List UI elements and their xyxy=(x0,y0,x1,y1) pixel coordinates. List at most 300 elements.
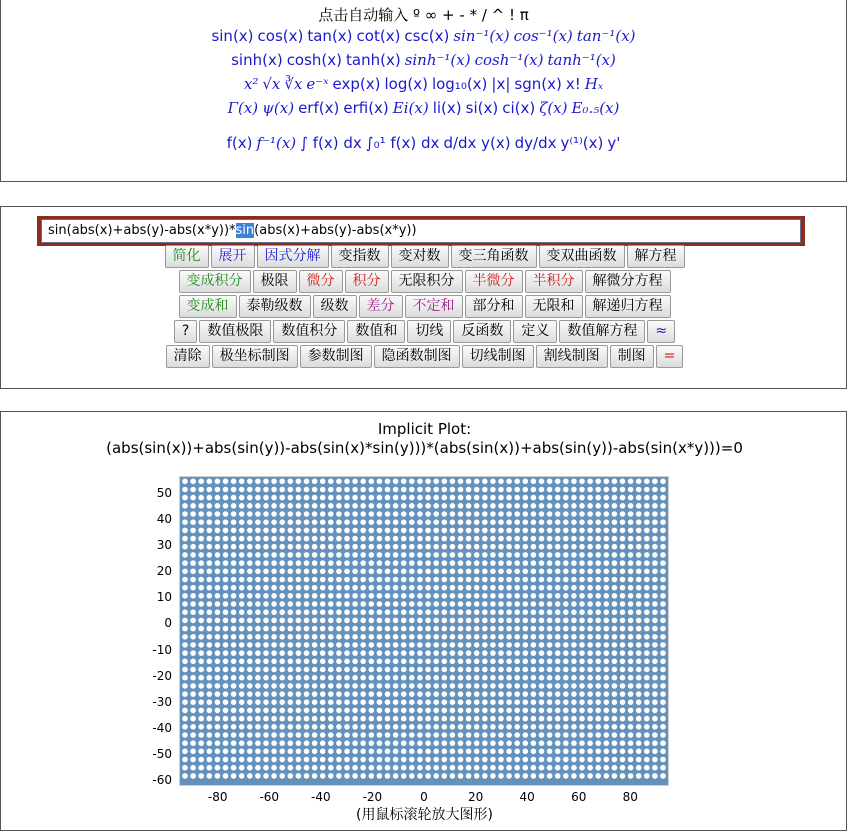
plot-gap xyxy=(425,495,431,501)
plot-gap xyxy=(571,593,577,599)
command-button[interactable]: 极限 xyxy=(253,270,297,293)
plot-gap xyxy=(531,740,537,746)
plot-gap xyxy=(571,495,577,501)
command-button[interactable]: 切线制图 xyxy=(462,345,534,368)
plot-gap xyxy=(450,495,456,501)
plot-gap xyxy=(531,552,537,558)
plot-gap xyxy=(466,479,472,485)
plot-gap xyxy=(182,749,188,755)
plot-gap xyxy=(360,773,366,779)
keyboard-key[interactable]: cosh(x) xyxy=(286,51,343,69)
keyboard-key[interactable]: tan(x) xyxy=(307,27,353,45)
plot-gap xyxy=(296,601,302,607)
keyboard-key[interactable]: exp(x) xyxy=(332,75,381,93)
plot-gap xyxy=(652,716,658,722)
plot-gap xyxy=(320,724,326,730)
plot-gap xyxy=(320,749,326,755)
plot-gap xyxy=(312,765,318,771)
keyboard-key[interactable]: cosh⁻¹(x) xyxy=(474,51,544,69)
keyboard-key[interactable]: |x| xyxy=(491,75,511,93)
command-button[interactable]: 级数 xyxy=(313,295,357,318)
plot-gap xyxy=(190,577,196,583)
plot-gap xyxy=(190,732,196,738)
plot-gap xyxy=(612,536,618,542)
command-button[interactable]: 微分 xyxy=(299,270,343,293)
plot-gap xyxy=(539,577,545,583)
plot-gap xyxy=(539,626,545,632)
plot-gap xyxy=(571,528,577,534)
plot-gap xyxy=(360,732,366,738)
plot-gap xyxy=(514,716,520,722)
keyboard-key[interactable]: log(x) xyxy=(384,75,428,93)
plot-gap xyxy=(587,577,593,583)
plot-gap xyxy=(433,650,439,656)
plot-gap xyxy=(344,642,350,648)
plot-gap xyxy=(288,765,294,771)
keyboard-key[interactable]: dy/dx xyxy=(514,134,557,152)
plot-gap xyxy=(620,569,626,575)
plot-gap xyxy=(377,667,383,673)
command-button[interactable]: 无限积分 xyxy=(391,270,463,293)
plot-gap xyxy=(385,691,391,697)
plot-gap xyxy=(433,536,439,542)
keyboard-header[interactable]: 点击自动输入 º ∞ + - * / ^ ! π xyxy=(318,6,529,24)
plot-gap xyxy=(514,675,520,681)
keyboard-key[interactable]: sin(x) xyxy=(211,27,254,45)
plot-gap xyxy=(547,634,553,640)
command-button[interactable]: 隐函数制图 xyxy=(374,345,460,368)
keyboard-key[interactable]: ∫₀¹ f(x) dx xyxy=(365,134,440,152)
keyboard-key[interactable]: f⁻¹(x) xyxy=(256,134,297,152)
keyboard-key[interactable]: tan⁻¹(x) xyxy=(576,27,636,45)
x-tick-label: 20 xyxy=(467,790,484,804)
plot-gap xyxy=(190,536,196,542)
keyboard-key[interactable]: sinh(x) xyxy=(231,51,283,69)
plot-gap xyxy=(312,519,318,525)
plot-gap xyxy=(595,765,601,771)
plot-gap xyxy=(612,569,618,575)
keyboard-key[interactable]: log₁₀(x) xyxy=(431,75,488,93)
plot-gap xyxy=(296,503,302,509)
plot-gap xyxy=(660,511,666,517)
plot-gap xyxy=(401,642,407,648)
keyboard-key[interactable]: Hₓ xyxy=(584,75,604,93)
keyboard-key[interactable]: √x xyxy=(262,75,281,93)
keyboard-key[interactable]: x! xyxy=(565,75,581,93)
command-button[interactable]: 解递归方程 xyxy=(585,295,671,318)
plot-gap xyxy=(450,757,456,763)
keyboard-key[interactable]: li(x) xyxy=(432,99,462,117)
plot-gap xyxy=(433,732,439,738)
plot-gap xyxy=(377,528,383,534)
plot-gap xyxy=(563,708,569,714)
keyboard-key[interactable]: ζ(x) xyxy=(539,99,568,117)
plot-gap xyxy=(401,487,407,493)
command-button[interactable]: 数值极限 xyxy=(199,320,271,343)
plot-gap xyxy=(263,601,269,607)
plot-gap xyxy=(547,503,553,509)
keyboard-key[interactable]: ∫ f(x) dx xyxy=(300,134,362,152)
command-button[interactable]: 解方程 xyxy=(627,245,685,268)
plot-gap xyxy=(198,503,204,509)
plot-gap xyxy=(231,560,237,566)
plot-gap xyxy=(304,683,310,689)
keyboard-key[interactable]: tanh⁻¹(x) xyxy=(547,51,616,69)
plot-gap xyxy=(231,683,237,689)
plot-gap xyxy=(579,618,585,624)
plot-gap xyxy=(401,479,407,485)
plot-gap xyxy=(417,577,423,583)
command-button[interactable]: 清除 xyxy=(166,345,210,368)
plot-gap xyxy=(247,585,253,591)
plot-gap xyxy=(587,773,593,779)
plot-gap xyxy=(263,724,269,730)
plot-gap xyxy=(288,659,294,665)
plot-gap xyxy=(417,585,423,591)
x-tick-label: 0 xyxy=(420,790,428,804)
plot-gap xyxy=(458,642,464,648)
command-button[interactable]: 变对数 xyxy=(391,245,449,268)
keyboard-key[interactable]: ci(x) xyxy=(502,99,536,117)
plot-gap xyxy=(344,732,350,738)
keyboard-key[interactable]: csc(x) xyxy=(404,27,450,45)
plot-gap xyxy=(604,740,610,746)
keyboard-key[interactable]: erf(x) xyxy=(298,99,340,117)
plot-gap xyxy=(514,732,520,738)
command-button[interactable]: 解微分方程 xyxy=(585,270,671,293)
plot-gap xyxy=(231,749,237,755)
command-button[interactable]: 半积分 xyxy=(525,270,583,293)
plot-gap xyxy=(433,749,439,755)
command-button[interactable]: 切线 xyxy=(407,320,451,343)
implicit-plot-canvas[interactable] xyxy=(179,476,669,786)
plot-gap xyxy=(628,528,634,534)
plot-gap xyxy=(344,740,350,746)
plot-gap xyxy=(401,585,407,591)
plot-gap xyxy=(231,609,237,615)
plot-gap xyxy=(636,626,642,632)
plot-gap xyxy=(417,675,423,681)
keyboard-key[interactable]: ψ(x) xyxy=(262,99,295,117)
plot-gap xyxy=(263,503,269,509)
plot-gap xyxy=(312,724,318,730)
plot-gap xyxy=(498,487,504,493)
plot-gap xyxy=(458,560,464,566)
plot-gap xyxy=(612,609,618,615)
plot-gap xyxy=(563,487,569,493)
plot-gap xyxy=(474,552,480,558)
plot-gap xyxy=(450,618,456,624)
plot-gap xyxy=(336,732,342,738)
plot-gap xyxy=(612,601,618,607)
keyboard-key[interactable]: y' xyxy=(607,134,621,152)
plot-gap xyxy=(498,724,504,730)
command-button[interactable]: 不定和 xyxy=(405,295,463,318)
keyboard-key[interactable]: cos⁻¹(x) xyxy=(513,27,573,45)
plot-gap xyxy=(498,691,504,697)
plot-gap xyxy=(555,716,561,722)
keyboard-key[interactable]: cot(x) xyxy=(356,27,401,45)
plot-gap xyxy=(636,634,642,640)
plot-gap xyxy=(539,732,545,738)
keyboard-key[interactable]: sinh⁻¹(x) xyxy=(404,51,471,69)
command-button[interactable]: 泰勒级数 xyxy=(239,295,311,318)
plot-gap xyxy=(255,699,261,705)
command-button[interactable]: 变指数 xyxy=(331,245,389,268)
plot-gap xyxy=(442,528,448,534)
plot-gap xyxy=(255,528,261,534)
plot-gap xyxy=(490,757,496,763)
plot-gap xyxy=(498,757,504,763)
plot-gap xyxy=(271,479,277,485)
plot-gap xyxy=(555,511,561,517)
plot-gap xyxy=(595,699,601,705)
plot-gap xyxy=(514,699,520,705)
plot-gap xyxy=(555,618,561,624)
command-button[interactable]: 参数制图 xyxy=(300,345,372,368)
plot-gap xyxy=(393,609,399,615)
plot-gap xyxy=(612,618,618,624)
plot-gap xyxy=(393,560,399,566)
plot-gap xyxy=(288,732,294,738)
plot-gap xyxy=(587,691,593,697)
plot-gap xyxy=(644,552,650,558)
plot-gap xyxy=(458,773,464,779)
plot-gap xyxy=(239,675,245,681)
command-button[interactable]: 变三角函数 xyxy=(451,245,537,268)
plot-gap xyxy=(360,634,366,640)
plot-gap xyxy=(523,585,529,591)
command-button[interactable]: = xyxy=(656,345,684,368)
plot-gap xyxy=(215,544,221,550)
plot-gap xyxy=(482,536,488,542)
plot-gap xyxy=(247,511,253,517)
plot-gap xyxy=(247,699,253,705)
keyboard-key[interactable]: sin⁻¹(x) xyxy=(453,27,510,45)
plot-gap xyxy=(498,609,504,615)
command-button[interactable]: ≈ xyxy=(647,320,675,343)
plot-gap xyxy=(660,683,666,689)
command-button[interactable]: 数值和 xyxy=(347,320,405,343)
plot-gap xyxy=(409,716,415,722)
command-button[interactable]: 反函数 xyxy=(453,320,511,343)
command-button[interactable]: ? xyxy=(174,320,197,343)
keyboard-key[interactable]: e⁻ˣ xyxy=(306,75,329,93)
plot-gap xyxy=(239,773,245,779)
plot-gap xyxy=(401,634,407,640)
plot-gap xyxy=(555,609,561,615)
plot-gap xyxy=(288,552,294,558)
command-button[interactable]: 变成积分 xyxy=(179,270,251,293)
command-button[interactable]: 极坐标制图 xyxy=(212,345,298,368)
plot-gap xyxy=(223,585,229,591)
plot-gap xyxy=(239,569,245,575)
plot-gap xyxy=(604,495,610,501)
plot-gap xyxy=(409,536,415,542)
plot-gap xyxy=(579,544,585,550)
plot-gap xyxy=(279,569,285,575)
plot-gap xyxy=(279,667,285,673)
plot-gap xyxy=(312,560,318,566)
plot-gap xyxy=(328,609,334,615)
plot-gap xyxy=(604,585,610,591)
plot-gap xyxy=(215,511,221,517)
command-button[interactable]: 简化 xyxy=(165,245,209,268)
plot-gap xyxy=(506,528,512,534)
plot-gap xyxy=(604,536,610,542)
plot-gap xyxy=(263,732,269,738)
plot-gap xyxy=(498,634,504,640)
plot-gap xyxy=(636,765,642,771)
command-button[interactable]: 积分 xyxy=(345,270,389,293)
plot-gap xyxy=(304,495,310,501)
plot-gap xyxy=(215,699,221,705)
plot-gap xyxy=(490,503,496,509)
keyboard-key[interactable]: d/dx y(x) xyxy=(443,134,511,152)
keyboard-key[interactable]: ∛x xyxy=(284,75,303,93)
plot-gap xyxy=(271,634,277,640)
plot-gap xyxy=(612,716,618,722)
plot-gap xyxy=(312,659,318,665)
expression-input[interactable] xyxy=(41,219,801,243)
plot-gap xyxy=(466,634,472,640)
plot-gap xyxy=(612,593,618,599)
plot-gap xyxy=(660,528,666,534)
command-button[interactable]: 展开 xyxy=(211,245,255,268)
keyboard-key[interactable]: tanh(x) xyxy=(346,51,401,69)
plot-gap xyxy=(296,495,302,501)
keyboard-key[interactable]: sgn(x) xyxy=(514,75,562,93)
plot-gap xyxy=(636,708,642,714)
plot-gap xyxy=(296,773,302,779)
plot-gap xyxy=(531,708,537,714)
keyboard-key[interactable]: Ei(x) xyxy=(392,99,429,117)
plot-gap xyxy=(506,495,512,501)
plot-gap xyxy=(320,528,326,534)
plot-gap xyxy=(563,675,569,681)
plot-gap xyxy=(442,544,448,550)
plot-gap xyxy=(231,732,237,738)
keyboard-key[interactable]: erfi(x) xyxy=(343,99,389,117)
plot-gap xyxy=(288,519,294,525)
plot-gap xyxy=(644,536,650,542)
plot-gap xyxy=(377,552,383,558)
command-button[interactable]: 变双曲函数 xyxy=(539,245,625,268)
plot-gap xyxy=(198,528,204,534)
plot-gap xyxy=(660,626,666,632)
command-button[interactable]: 割线制图 xyxy=(536,345,608,368)
plot-gap xyxy=(636,773,642,779)
keyboard-key[interactable]: si(x) xyxy=(465,99,499,117)
command-button[interactable]: 部分和 xyxy=(465,295,523,318)
plot-gap xyxy=(458,708,464,714)
plot-gap xyxy=(652,528,658,534)
plot-gap xyxy=(320,609,326,615)
plot-gap xyxy=(263,749,269,755)
command-button[interactable]: 制图 xyxy=(610,345,654,368)
plot-gap xyxy=(660,487,666,493)
plot-gap xyxy=(644,560,650,566)
plot-gap xyxy=(231,716,237,722)
plot-gap xyxy=(239,667,245,673)
plot-gap xyxy=(263,716,269,722)
plot-gap xyxy=(369,765,375,771)
plot-gap xyxy=(555,659,561,665)
plot-gap xyxy=(352,601,358,607)
plot-gap xyxy=(523,716,529,722)
plot-gap xyxy=(644,691,650,697)
command-button[interactable]: 定义 xyxy=(513,320,557,343)
plot-gap xyxy=(636,642,642,648)
plot-gap xyxy=(296,716,302,722)
plot-gap xyxy=(644,724,650,730)
command-button[interactable]: 数值积分 xyxy=(273,320,345,343)
plot-gap xyxy=(223,708,229,714)
command-button[interactable]: 差分 xyxy=(359,295,403,318)
plot-gap xyxy=(482,569,488,575)
command-button[interactable]: 无限和 xyxy=(525,295,583,318)
plot-gap xyxy=(563,577,569,583)
plot-gap xyxy=(474,675,480,681)
plot-gap xyxy=(482,552,488,558)
plot-gap xyxy=(182,716,188,722)
keyboard-key[interactable]: x² xyxy=(243,75,259,93)
plot-gap xyxy=(360,765,366,771)
plot-gap xyxy=(279,536,285,542)
plot-gap xyxy=(628,577,634,583)
plot-gap xyxy=(247,659,253,665)
plot-gap xyxy=(401,699,407,705)
plot-gap xyxy=(320,569,326,575)
command-button[interactable]: 数值解方程 xyxy=(559,320,645,343)
plot-gap xyxy=(652,749,658,755)
plot-gap xyxy=(401,593,407,599)
plot-gap xyxy=(239,724,245,730)
plot-gap xyxy=(482,585,488,591)
plot-gap xyxy=(466,650,472,656)
plot-gap xyxy=(612,773,618,779)
plot-gap xyxy=(425,642,431,648)
command-button[interactable]: 因式分解 xyxy=(257,245,329,268)
plot-gap xyxy=(458,544,464,550)
plot-gap xyxy=(182,585,188,591)
plot-gap xyxy=(223,479,229,485)
keyboard-key[interactable]: Γ(x) xyxy=(227,99,259,117)
plot-gap xyxy=(595,675,601,681)
keyboard-key[interactable]: f(x) xyxy=(226,134,253,152)
plot-gap xyxy=(579,593,585,599)
plot-gap xyxy=(425,716,431,722)
keyboard-key[interactable]: y⁽¹⁾(x) xyxy=(560,134,604,152)
keyboard-key[interactable]: E₀.₅(x) xyxy=(571,99,620,117)
plot-gap xyxy=(636,560,642,566)
plot-gap xyxy=(490,528,496,534)
plot-gap xyxy=(628,773,634,779)
plot-gap xyxy=(288,724,294,730)
plot-gap xyxy=(263,577,269,583)
command-button[interactable]: 变成和 xyxy=(179,295,237,318)
plot-gap xyxy=(360,503,366,509)
plot-gap xyxy=(215,691,221,697)
keyboard-key[interactable]: cos(x) xyxy=(257,27,304,45)
plot-gap xyxy=(612,634,618,640)
plot-gap xyxy=(563,479,569,485)
plot-gap xyxy=(377,716,383,722)
plot-gap xyxy=(271,732,277,738)
command-button[interactable]: 半微分 xyxy=(465,270,523,293)
plot-gap xyxy=(385,642,391,648)
plot-gap xyxy=(369,560,375,566)
